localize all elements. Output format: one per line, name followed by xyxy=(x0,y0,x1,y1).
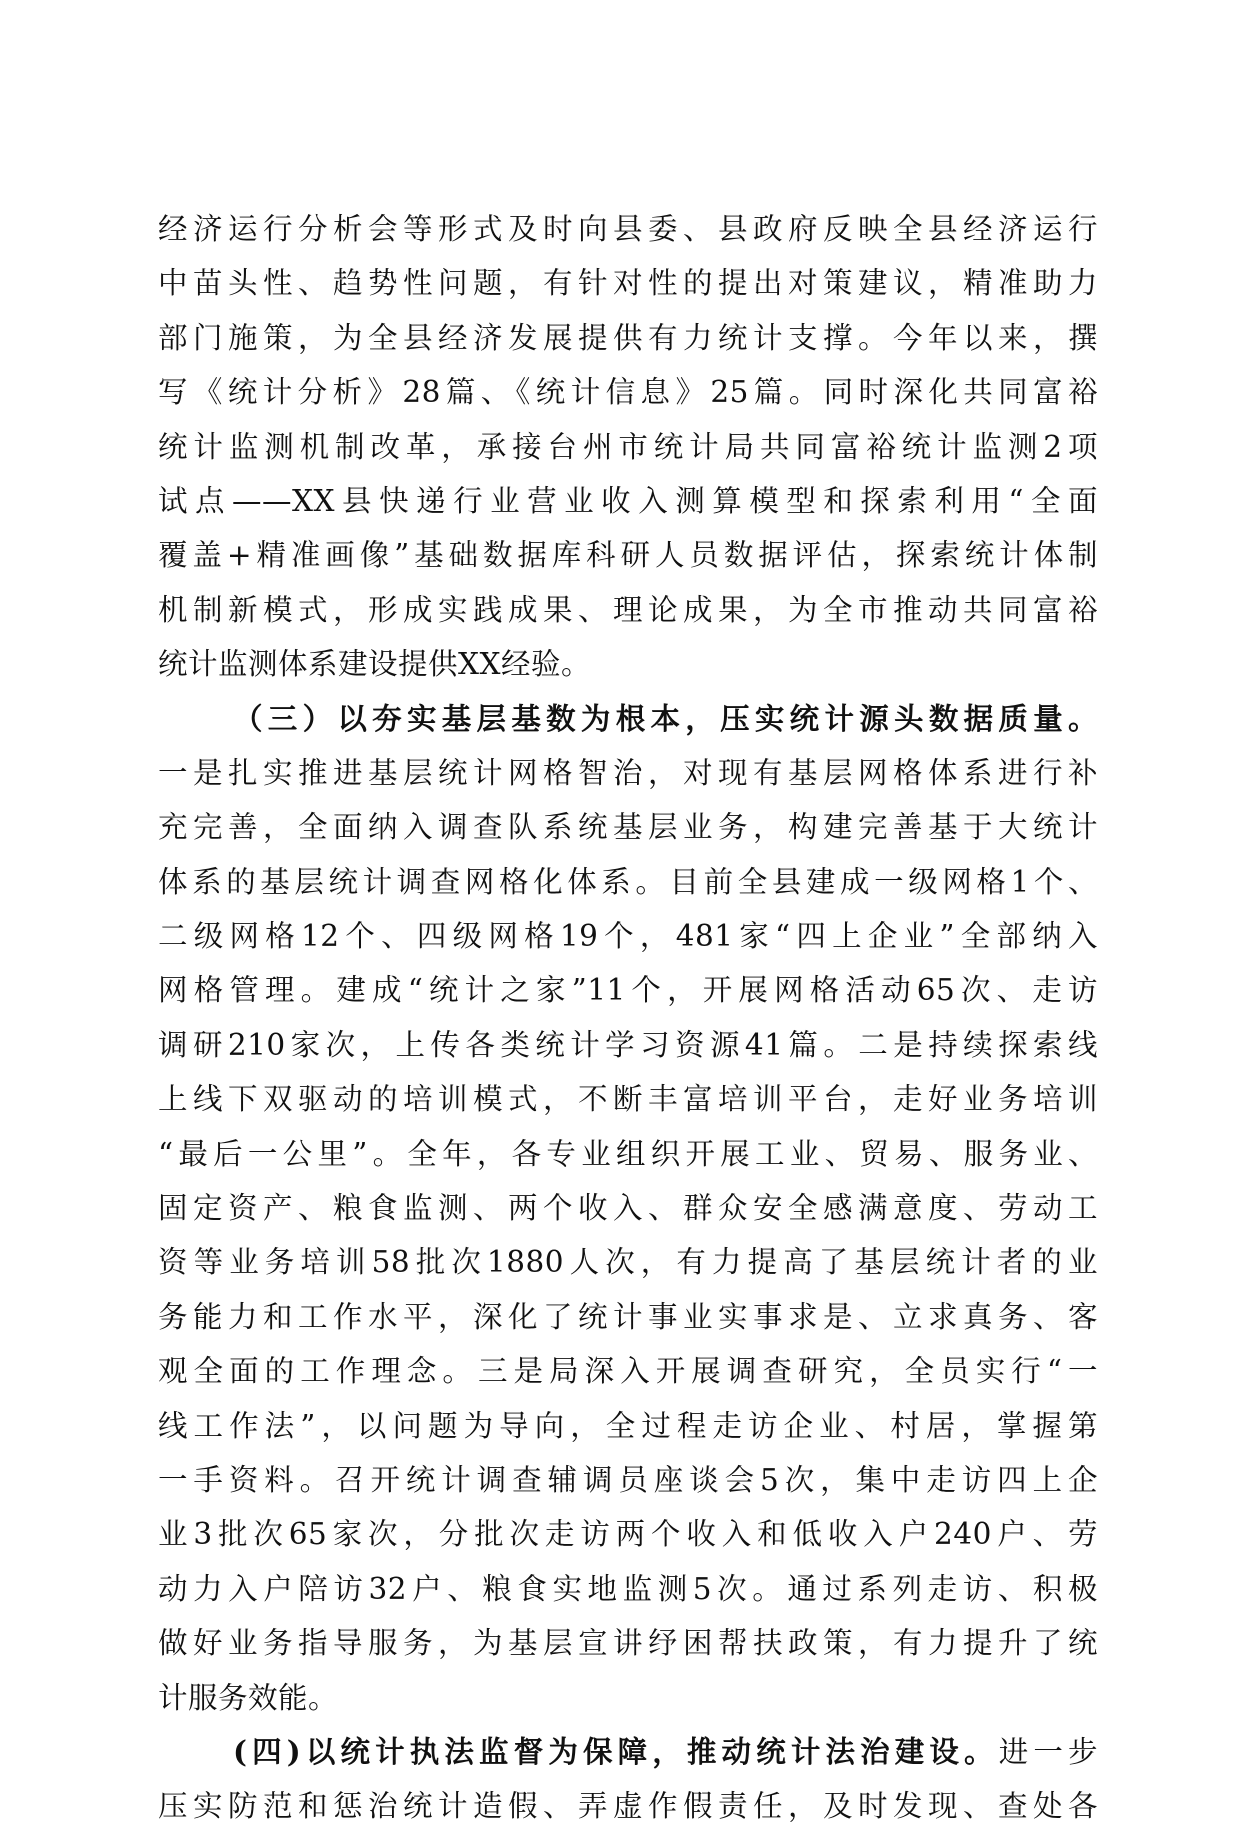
text-line: 一手资料。召开统计调查辅调员座谈会5次，集中走访四上企 xyxy=(158,1462,1098,1497)
text-line: 部门施策，为全县经济发展提供有力统计支撑。今年以来，撰 xyxy=(158,320,1098,355)
text-line: 试点——XX县快递行业营业收入测算模型和探索利用“全面 xyxy=(158,483,1098,518)
text-line: 固定资产、粮食监测、两个收入、群众安全感满意度、劳动工 xyxy=(158,1191,1098,1226)
text-line: 业3批次65家次，分批次走访两个收入和低收入户240户、劳 xyxy=(158,1517,1098,1552)
text-line: 覆盖+精准画像”基础数据库科研人员数据评估，探索统计体制 xyxy=(158,538,1098,573)
text-line: 充完善，全面纳入调查队系统基层业务，构建完善基于大统计 xyxy=(158,810,1098,845)
text-line: 统计监测体系建设提供XX经验。 xyxy=(158,647,592,682)
body-text xyxy=(158,202,1098,1834)
text-line: 做好业务指导服务，为基层宣讲纾困帮扶政策，有力提升了统 xyxy=(158,1626,1098,1661)
text-line: 动力入户陪访32户、粮食实地监测5次。通过系列走访、积极 xyxy=(158,1571,1098,1606)
text-line: 网格管理。建成“统计之家”11个，开展网格活动65次、走访 xyxy=(158,973,1098,1008)
text-line: 一是扎实推进基层统计网格智治，对现有基层网格体系进行补 xyxy=(158,755,1098,790)
text-line: 二级网格12个、四级网格19个，481家“四上企业”全部纳入 xyxy=(158,919,1098,954)
text-line: 机制新模式，形成实践成果、理论成果，为全市推动共同富裕 xyxy=(158,592,1098,627)
text-line: 务能力和工作水平，深化了统计事业实事求是、立求真务、客 xyxy=(158,1299,1098,1334)
text-span: 进一步 xyxy=(998,1734,1098,1769)
text-line: 观全面的工作理念。三是局深入开展调查研究，全员实行“一 xyxy=(158,1354,1098,1389)
text-line: 中苗头性、趋势性问题，有针对性的提出对策建议，精准助力 xyxy=(158,266,1098,301)
text-line: 计服务效能。 xyxy=(158,1680,339,1715)
text-line: 写《统计分析》28篇、《统计信息》25篇。同时深化共同富裕 xyxy=(158,375,1098,410)
section-heading-4: (四)以统计执法监督为保障，推动统计法治建设。 xyxy=(233,1733,999,1769)
text-line: 压实防范和惩治统计造假、弄虚作假责任，及时发现、查处各 xyxy=(158,1789,1098,1824)
text-line: 资等业务培训58批次1880人次，有力提高了基层统计者的业 xyxy=(158,1245,1098,1280)
text-line: 体系的基层统计调查网格化体系。目前全县建成一级网格1个、 xyxy=(158,864,1098,899)
text-line: 统计监测机制改革，承接台州市统计局共同富裕统计监测2项 xyxy=(158,429,1098,464)
section-heading-3: （三）以夯实基层基数为根本，压实统计源头数据质量。 xyxy=(233,700,1098,736)
text-line: 上线下双驱动的培训模式，不断丰富培训平台，走好业务培训 xyxy=(158,1082,1098,1117)
section-4-first-line xyxy=(158,1725,1098,1779)
text-line: 线工作法”，以问题为导向，全过程走访企业、村居，掌握第 xyxy=(158,1408,1098,1443)
text-line: 经济运行分析会等形式及时向县委、县政府反映全县经济运行 xyxy=(158,212,1098,246)
text-line: “最后一公里”。全年，各专业组织开展工业、贸易、服务业、 xyxy=(158,1136,1098,1171)
text-line: 调研210家次，上传各类统计学习资源41篇。二是持续探索线 xyxy=(158,1027,1098,1062)
